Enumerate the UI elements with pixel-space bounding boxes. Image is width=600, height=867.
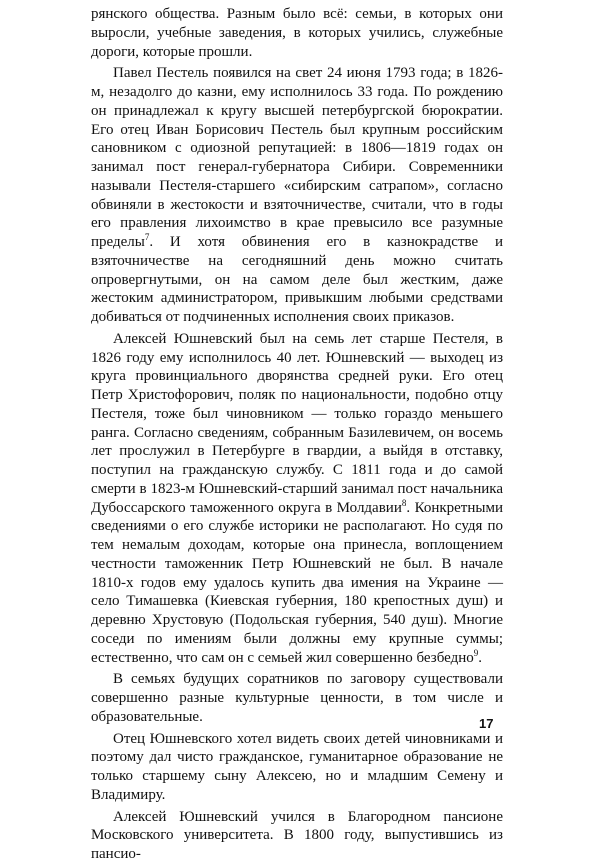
paragraph-2: Павел Пестель появился на свет 24 июня 1793 года; в 1826-м, незадолго до казни, ему исполнилось 33 года. По рождению он принадлежал к кругу высшей петербургской бюрократии. Его отец Иван Борисович Пестель был крупным российским сановником с одиозной репутацией: в 1806—1819 годах он занимал пост генерал-губернатора Сибири. Современники называли Пестеля-старшего «сибирским сатрапом», согласно обвиняли в жестокости и взяточничестве, считали, что в годы его правления лихоимство в крае превысило все разумные пределы$^7$. И хотя обвинения его в казнокрадстве и взяточничестве на сегодняшний день можно считать опровергнутыми, он на самом деле был жестким, даже жестоким администратором, привыкшим любыми средствами добиваться от подчиненных исполнения своих приказов.: [91, 65, 503, 325]
page-number: 17: [479, 716, 494, 731]
footnote-ref-7: 7: [144, 232, 150, 242]
footnote-ref-9: 9: [473, 647, 479, 658]
paragraph-3: Алексей Юшневский был на семь лет старше Пестеля, в 1826 году ему исполнилось 40 лет. Юшневский — выходец из круга провинциального дворянства средней руки. Его отец Петр Христофорович, поляк по национальности, подобно отцу Пестеля, тоже был чиновником — только гораздо меньшего ранга. Согласно сведениям, собранным Базилевичем, он восемь лет прослужил в Петербурге в гвардии, а выйдя в отставку, поступил на гражданскую службу. С 1811 года и до самой смерти в 1823-м Юшневский-старший занимал пост начальника Дубоссарского таможенного округа в Молдавии$^8$. Конкретными сведениями о его службе историки не располагают. Но судя по тем немалым доходам, которые она принесла, воплощением честности таможенник Петр Юшневский не был. В начале 1810-х годов ему удалось купить два имения на Украине — село Тимашевка (Киевская губерния, 180 крепостных душ) и деревню Хрустовую (Подольская губерния, 540 душ). Многие соседи по имениям были должны ему крупные суммы; естественно, что сам он с семьей жил совершенно безбедно$^9$.: [91, 330, 503, 666]
footnote-ref-8: 8: [401, 497, 407, 508]
body-text: [91, 5, 503, 867]
paragraph-5: Отец Юшневского хотел видеть своих детей чиновниками и поэтому дал чисто гражданское, гуманитарное образование не только старшему сыну Алексею, но и младшим Семену и Владимиру.: [91, 730, 503, 803]
paragraph-6: Алексей Юшневский учился в Благородном пансионе Московского университета. В 1800 году, выпустившись из пансио-: [91, 808, 503, 862]
paragraph-1: рянского общества. Разным было всё: семьи, в которых они выросли, учебные заведения, в которых учились, служебные дороги, которые прошли.: [91, 6, 503, 60]
paragraph-4: В семьях будущих соратников по заговору существовали совершенно разные культурные ценности, в том числе и образовательные.: [91, 671, 503, 725]
